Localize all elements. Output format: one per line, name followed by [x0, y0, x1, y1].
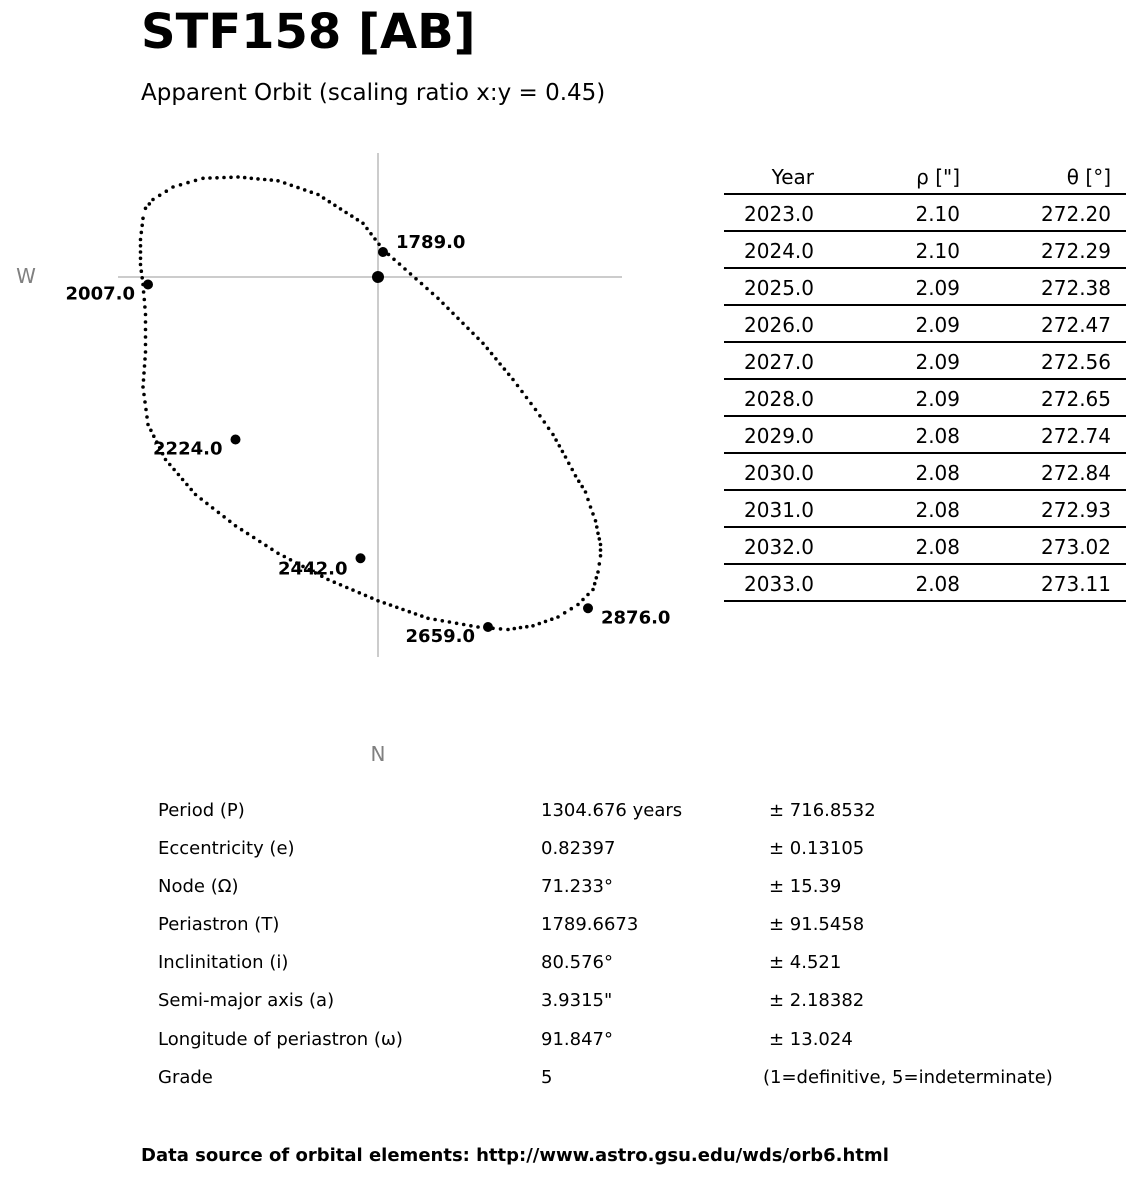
- orbit-dot: [503, 367, 507, 371]
- table-cell-year: 2028.0: [744, 387, 814, 411]
- element-error: ± 0.13105: [769, 838, 865, 860]
- orbit-dot: [141, 217, 145, 221]
- orbit-dot: [599, 543, 603, 547]
- orbit-dot: [554, 438, 558, 442]
- orbit-dot: [550, 617, 554, 621]
- orbit-dot: [596, 532, 600, 536]
- orbit-dot: [414, 612, 418, 616]
- table-cell-theta: 272.74: [1041, 424, 1111, 448]
- orbit-dot: [189, 488, 193, 492]
- orbit-dot: [142, 378, 146, 382]
- orbit-dot: [322, 196, 326, 200]
- element-name: Inclinitation (i): [158, 952, 289, 974]
- epoch-label: 2007.0: [65, 283, 135, 305]
- orbit-dot: [199, 497, 203, 501]
- table-cell-year: 2025.0: [744, 276, 814, 300]
- orbit-dot: [263, 178, 267, 182]
- orbit-dot: [333, 580, 337, 584]
- element-value: 80.576°: [541, 952, 613, 974]
- table-cell-year: 2023.0: [744, 202, 814, 226]
- epoch-label: 1789.0: [396, 232, 466, 253]
- orbit-dot: [486, 347, 490, 351]
- orbit-dot: [179, 183, 183, 187]
- orbit-dot: [229, 176, 233, 180]
- table-cell-theta: 272.29: [1041, 239, 1111, 263]
- orbit-dot: [513, 627, 517, 631]
- orbit-dot: [234, 524, 238, 528]
- orbit-dot: [401, 608, 405, 612]
- element-error: ± 15.39: [769, 876, 842, 898]
- orbit-dot: [576, 603, 580, 607]
- orbit-dot: [563, 611, 567, 615]
- orbit-dot: [451, 312, 455, 316]
- orbit-dot: [328, 200, 332, 204]
- orbit-dot: [538, 414, 542, 418]
- table-cell-year: 2032.0: [744, 535, 814, 559]
- orbit-dot: [506, 628, 510, 632]
- element-name: Semi-major axis (a): [158, 990, 335, 1012]
- orbit-dot: [455, 622, 459, 626]
- table-cell-rho: 2.09: [915, 276, 960, 300]
- primary-star-marker: [372, 271, 384, 283]
- orbit-dot: [310, 190, 314, 194]
- orbit-dot: [270, 548, 274, 552]
- orbit-dot: [425, 287, 429, 291]
- orbit-dot: [143, 357, 147, 361]
- table-cell-rho: 2.08: [915, 424, 960, 448]
- orbit-dot: [140, 224, 144, 228]
- orbit-dot: [171, 185, 175, 189]
- orbit-dot: [595, 525, 599, 529]
- table-row: [724, 306, 1126, 343]
- table-cell-year: 2031.0: [744, 498, 814, 522]
- chart-title: STF158 [AB]: [141, 4, 476, 60]
- orbit-dot: [181, 478, 185, 482]
- ephemeris-table: [724, 158, 1126, 602]
- table-cell-theta: 273.11: [1041, 572, 1111, 596]
- orbit-dot: [250, 177, 254, 181]
- orbit-dot: [599, 554, 603, 558]
- orbit-dot: [596, 570, 600, 574]
- orbit-dot: [586, 498, 590, 502]
- orbit-dot: [148, 202, 152, 206]
- element-value: 1304.676 years: [541, 800, 683, 821]
- orbit-dot: [598, 562, 602, 566]
- element-value: 91.847°: [541, 1028, 613, 1050]
- element-name: Longitude of periastron (ω): [158, 1028, 403, 1050]
- orbit-dot: [494, 357, 498, 361]
- orbit-dot: [168, 463, 172, 467]
- orbit-dot: [144, 313, 148, 317]
- orbit-dot: [144, 350, 148, 354]
- orbit-dot: [591, 512, 595, 516]
- orbit-dot: [577, 479, 581, 483]
- orbit-dot: [205, 502, 209, 506]
- orbit-dot: [344, 211, 348, 215]
- orbit-dot: [345, 586, 349, 590]
- orbit-dot: [507, 373, 511, 377]
- element-row: [158, 952, 1098, 990]
- orbit-dot: [144, 328, 148, 332]
- orbit-dot: [246, 532, 250, 536]
- orbit-dot: [534, 408, 538, 412]
- orbit-dot: [499, 627, 503, 631]
- orbit-dot: [222, 176, 226, 180]
- orbit-dot: [143, 305, 147, 309]
- element-error: ± 91.5458: [769, 914, 865, 936]
- orbit-dot: [584, 490, 588, 494]
- orbit-dot: [139, 263, 143, 267]
- orbit-dot: [144, 207, 148, 211]
- orbit-dot: [258, 540, 262, 544]
- element-error: (1=definitive, 5=indeterminate): [763, 1066, 1053, 1088]
- epoch-point: [378, 247, 388, 257]
- epoch-point: [583, 603, 593, 613]
- table-header-year: Year: [771, 165, 814, 189]
- orbit-dot: [547, 427, 551, 431]
- table-cell-theta: 272.20: [1041, 202, 1111, 226]
- orbit-dot: [538, 622, 542, 626]
- orbit-dot: [296, 186, 300, 190]
- orbit-dot: [144, 335, 148, 339]
- table-row: [724, 528, 1126, 565]
- orbit-dot: [217, 511, 221, 515]
- orbit-dot: [139, 238, 143, 242]
- orbit-dot: [140, 276, 144, 280]
- orbit-dot: [373, 237, 377, 241]
- orbit-dot: [529, 402, 533, 406]
- orbit-dot: [525, 396, 529, 400]
- orbit-dot: [172, 468, 176, 472]
- orbit-dot: [149, 429, 153, 433]
- orbit-dot: [551, 433, 555, 437]
- orbit-dot: [333, 204, 337, 208]
- orbit-dot: [194, 179, 198, 183]
- orbit-dot: [276, 179, 280, 183]
- orbit-dot: [139, 257, 143, 261]
- orbit-dot: [490, 352, 494, 356]
- table-row: [724, 565, 1126, 602]
- orbit-dot: [208, 176, 212, 180]
- element-error: ± 716.8532: [769, 800, 876, 821]
- table-cell-year: 2026.0: [744, 313, 814, 337]
- orbit-dot: [420, 614, 424, 618]
- table-cell-theta: 273.02: [1041, 535, 1111, 559]
- orbit-dot: [408, 610, 412, 614]
- orbit-dot: [350, 214, 354, 218]
- orbit-dot: [144, 320, 148, 324]
- orbit-dot: [589, 505, 593, 509]
- orbit-dot: [420, 282, 424, 286]
- table-row: [724, 195, 1126, 232]
- table-row: [724, 417, 1126, 454]
- orbit-dot: [544, 620, 548, 624]
- orbit-dot: [256, 177, 260, 181]
- orbit-dot: [436, 297, 440, 301]
- orbit-dot: [441, 619, 445, 623]
- orbit-dot: [240, 528, 244, 532]
- table-row: [724, 269, 1126, 306]
- orbit-dot: [481, 342, 485, 346]
- orbit-dot: [598, 537, 602, 541]
- orbit-dot: [270, 178, 274, 182]
- orbit-dot: [414, 277, 418, 281]
- orbit-dot: [142, 290, 146, 294]
- table-cell-year: 2027.0: [744, 350, 814, 374]
- orbit-dot: [290, 184, 294, 188]
- orbit-dot: [574, 474, 578, 478]
- orbit-dot: [365, 227, 369, 231]
- orbit-dot: [441, 302, 445, 306]
- orbit-dot: [570, 607, 574, 611]
- epoch-label: 2442.0: [278, 558, 348, 580]
- orbit-plot: [0, 0, 700, 780]
- table-cell-rho: 2.08: [915, 498, 960, 522]
- table-cell-theta: 272.93: [1041, 498, 1111, 522]
- element-row: [158, 1029, 1098, 1067]
- element-value: 0.82397: [541, 838, 616, 860]
- orbit-dot: [594, 519, 598, 523]
- orbit-dot: [185, 483, 189, 487]
- orbit-dot: [228, 520, 232, 524]
- element-error: ± 4.521: [769, 952, 842, 974]
- table-cell-theta: 272.65: [1041, 387, 1111, 411]
- orbit-dot: [520, 390, 524, 394]
- table-cell-theta: 272.84: [1041, 461, 1111, 485]
- table-cell-rho: 2.10: [915, 239, 960, 263]
- element-error: ± 13.024: [769, 1028, 853, 1050]
- orbit-dot: [145, 415, 149, 419]
- orbit-dot: [511, 378, 515, 382]
- orbit-dot: [448, 620, 452, 624]
- orbit-dot: [151, 198, 155, 202]
- orbit-dot: [236, 175, 240, 179]
- orbit-dot: [456, 317, 460, 321]
- table-cell-rho: 2.10: [915, 202, 960, 226]
- orbit-dot: [471, 332, 475, 336]
- orbit-dot: [283, 181, 287, 185]
- orbit-dot: [364, 594, 368, 598]
- orbit-dot: [591, 588, 595, 592]
- orbit-dot: [201, 177, 205, 181]
- orbit-dot: [461, 322, 465, 326]
- data-source-note: Data source of orbital elements: http://www.astro.gsu.edu/wds/orb6.html: [141, 1145, 889, 1166]
- orbit-dot: [243, 176, 247, 180]
- table-cell-year: 2024.0: [744, 239, 814, 263]
- element-row: [158, 1067, 1098, 1105]
- orbit-dot: [139, 250, 143, 254]
- orbit-dot: [146, 423, 150, 427]
- chart-subtitle: Apparent Orbit (scaling ratio x:y = 0.45): [141, 80, 606, 106]
- orbit-dot: [152, 434, 156, 438]
- orbit-dot: [141, 385, 145, 389]
- orbit-dot: [143, 400, 147, 404]
- table-header-row: [724, 158, 1126, 195]
- orbit-dot: [431, 292, 435, 296]
- element-value: 71.233°: [541, 876, 613, 898]
- orbit-dot: [476, 337, 480, 341]
- orbit-dot: [194, 493, 198, 497]
- orbit-dot: [599, 548, 603, 552]
- orbit-dot: [561, 450, 565, 454]
- table-row: [724, 491, 1126, 528]
- orbit-dot: [177, 473, 181, 477]
- element-error: ± 2.18382: [769, 990, 865, 1012]
- element-name: Node (Ω): [158, 876, 239, 898]
- element-name: Periastron (T): [158, 914, 280, 936]
- orbit-dot: [383, 601, 387, 605]
- orbit-dot: [215, 176, 219, 180]
- element-row: [158, 838, 1098, 876]
- orbit-dot: [377, 243, 381, 247]
- orbit-dot: [556, 615, 560, 619]
- orbit-dot: [519, 626, 523, 630]
- orbit-dot: [466, 327, 470, 331]
- orbit-dot: [358, 591, 362, 595]
- epoch-point: [143, 280, 153, 290]
- orbit-dot: [392, 258, 396, 262]
- element-row: [158, 876, 1098, 914]
- orbit-dot: [143, 298, 147, 302]
- orbit-dot: [361, 222, 365, 226]
- table-row: [724, 343, 1126, 380]
- orbit-dot: [426, 617, 430, 621]
- orbit-dot: [564, 455, 568, 459]
- table-header-theta: θ [°]: [1066, 165, 1111, 189]
- element-row: [158, 800, 1098, 838]
- epoch-label: 2224.0: [153, 438, 223, 460]
- orbit-dot: [142, 393, 146, 397]
- orbit-dot: [186, 181, 190, 185]
- orbit-dot: [409, 272, 413, 276]
- orbit-dot: [165, 189, 169, 193]
- orbit-dot: [339, 583, 343, 587]
- table-cell-year: 2029.0: [744, 424, 814, 448]
- orbit-dot: [446, 307, 450, 311]
- orbit-dot: [570, 468, 574, 472]
- element-value: 5: [541, 1066, 553, 1088]
- table-row: [724, 380, 1126, 417]
- orbit-dot: [139, 244, 143, 248]
- orbit-dot: [143, 364, 147, 368]
- table-cell-year: 2030.0: [744, 461, 814, 485]
- orbit-dot: [276, 552, 280, 556]
- orbital-elements: [158, 800, 1098, 1105]
- orbit-dot: [531, 624, 535, 628]
- orbit-dot: [339, 207, 343, 211]
- axis-label-west: W: [16, 264, 36, 288]
- element-value: 3.9315": [541, 990, 613, 1012]
- table-cell-theta: 272.38: [1041, 276, 1111, 300]
- table-cell-theta: 272.47: [1041, 313, 1111, 337]
- orbit-dot: [264, 544, 268, 548]
- table-row: [724, 454, 1126, 491]
- table-cell-rho: 2.09: [915, 387, 960, 411]
- orbit-dot: [580, 485, 584, 489]
- orbit-dot: [144, 343, 148, 347]
- table-header-rho: ρ ["]: [916, 165, 960, 189]
- orbit-dot: [581, 598, 585, 602]
- orbit-dot: [476, 625, 480, 629]
- orbit-dot: [558, 444, 562, 448]
- orbit-dot: [144, 408, 148, 412]
- table-cell-rho: 2.08: [915, 461, 960, 485]
- orbit-dot: [543, 420, 547, 424]
- orbit-dot: [498, 362, 502, 366]
- element-row: [158, 914, 1098, 952]
- orbit-dot: [369, 232, 373, 236]
- orbit-dot: [351, 588, 355, 592]
- orbit-dot: [593, 582, 597, 586]
- epoch-label: 2659.0: [405, 626, 475, 647]
- orbit-dot: [525, 625, 529, 629]
- orbit-dot: [389, 603, 393, 607]
- orbit-dot: [370, 596, 374, 600]
- orbit-dot: [586, 593, 590, 597]
- orbit-dot: [140, 269, 144, 273]
- table-cell-rho: 2.09: [915, 350, 960, 374]
- orbit-dot: [252, 536, 256, 540]
- table-row: [724, 232, 1126, 269]
- orbit-dot: [395, 606, 399, 610]
- orbit-dot: [316, 193, 320, 197]
- orbit-dot: [567, 462, 571, 466]
- orbit-dot: [403, 267, 407, 271]
- element-value: 1789.6673: [541, 914, 639, 936]
- orbit-dot: [211, 506, 215, 510]
- element-name: Grade: [158, 1066, 213, 1088]
- element-name: Eccentricity (e): [158, 838, 295, 860]
- epoch-label: 2876.0: [601, 607, 671, 629]
- orbit-dot: [356, 218, 360, 222]
- epoch-point: [483, 622, 493, 632]
- epoch-point: [356, 553, 366, 563]
- table-cell-rho: 2.08: [915, 572, 960, 596]
- element-name: Period (P): [158, 800, 245, 821]
- table-cell-theta: 272.56: [1041, 350, 1111, 374]
- orbit-dot: [433, 618, 437, 622]
- table-cell-rho: 2.09: [915, 313, 960, 337]
- orbit-dot: [142, 371, 146, 375]
- epoch-point: [231, 435, 241, 445]
- element-row: [158, 990, 1098, 1028]
- orbit-dot: [398, 262, 402, 266]
- axis-label-north: N: [370, 742, 386, 766]
- table-cell-year: 2033.0: [744, 572, 814, 596]
- orbit-dot: [516, 384, 520, 388]
- orbit-dot: [158, 194, 162, 198]
- orbit-dot: [140, 231, 144, 235]
- orbit-dot: [222, 515, 226, 519]
- orbit-dot: [595, 576, 599, 580]
- orbit-dot: [303, 188, 307, 192]
- orbit-dot: [376, 599, 380, 603]
- table-cell-rho: 2.08: [915, 535, 960, 559]
